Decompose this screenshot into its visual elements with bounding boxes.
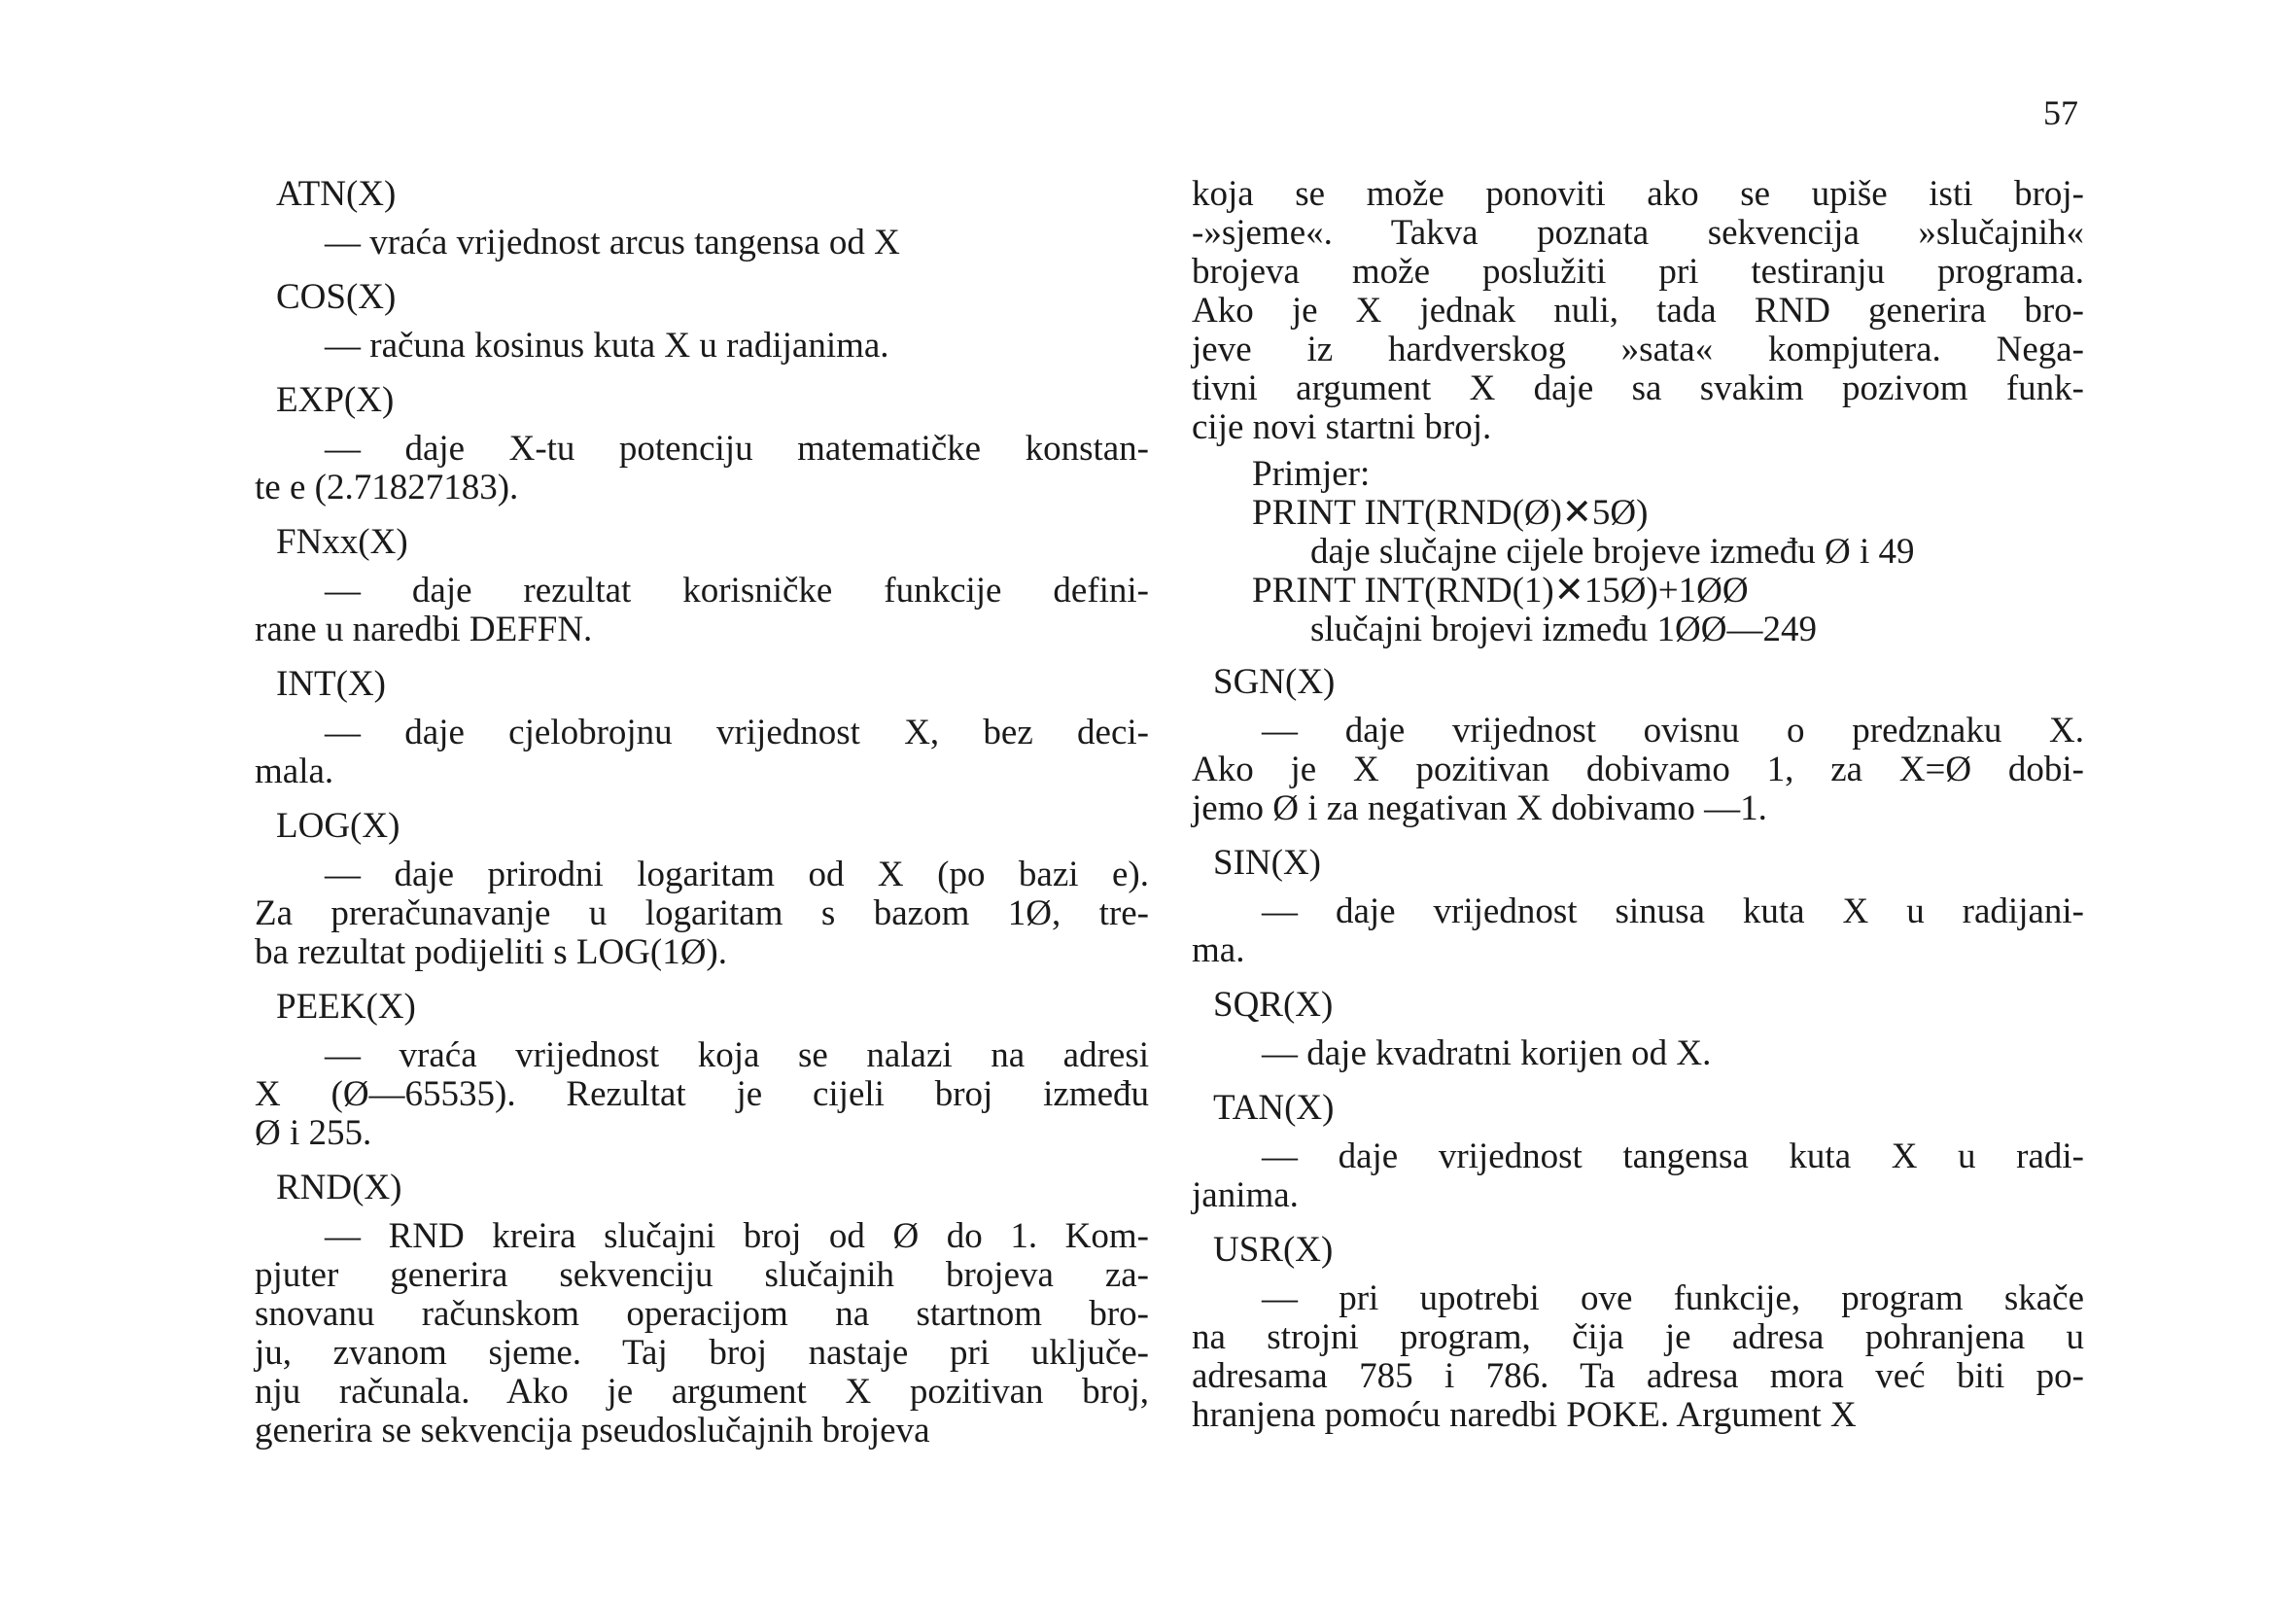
function-name: PEEK(X): [276, 987, 416, 1027]
function-entry: [255, 523, 1149, 649]
function-name: SIN(X): [1213, 843, 1321, 883]
function-name: TAN(X): [1213, 1088, 1335, 1128]
text-line: cije novi startni broj.: [1192, 407, 1492, 447]
function-name: COS(X): [276, 277, 397, 317]
function-entry: [255, 665, 1149, 791]
text-line: jeve iz hardverskog »sata« kompjutera. Nega-: [1192, 330, 2084, 369]
text-line: Ako je X pozitivan dobivamo 1, za X=Ø dobi-: [1192, 750, 2084, 789]
example-code: PRINT INT(RND(Ø)✕5Ø): [1252, 493, 1649, 533]
text-line: Ø i 255.: [255, 1113, 372, 1153]
function-entry: [255, 1169, 1149, 1451]
text-line: — daje vrijednost ovisnu o predznaku X.: [1262, 711, 2084, 751]
function-name: USR(X): [1213, 1230, 1334, 1270]
function-entry: [255, 807, 1149, 972]
text-line: — RND kreira slučajni broj od Ø do 1. Kom-: [325, 1216, 1149, 1256]
text-line: te e (2.71827183).: [255, 468, 519, 507]
example-label: Primjer:: [1252, 454, 1371, 494]
function-entry: [255, 381, 1149, 507]
text-line: — vraća vrijednost arcus tangensa od X: [325, 223, 900, 262]
text-line: snovanu računskom operacijom na startnom bro-: [255, 1294, 1149, 1334]
rnd-continuation: [1192, 175, 2084, 447]
text-line: — daje vrijednost tangensa kuta X u radi-: [1262, 1136, 2084, 1176]
text-line: — pri upotrebi ove funkcije, program skače: [1262, 1278, 2084, 1318]
page-number: 57: [2043, 93, 2078, 132]
text-line: mala.: [255, 752, 334, 791]
text-line: adresama 785 i 786. Ta adresa mora već biti po-: [1192, 1356, 2084, 1396]
function-entry: [255, 175, 1149, 262]
text-line: jemo Ø i za negativan X dobivamo —1.: [1192, 788, 1767, 828]
text-line: — daje kvadratni korijen od X.: [1262, 1033, 1712, 1073]
function-name: RND(X): [276, 1168, 402, 1207]
text-line: — daje vrijednost sinusa kuta X u radijani-: [1262, 891, 2084, 931]
function-name: INT(X): [276, 664, 387, 704]
text-line: ba rezultat podijeliti s LOG(1Ø).: [255, 932, 728, 972]
text-line: — daje rezultat korisničke funkcije defini-: [325, 571, 1149, 611]
function-entry: [255, 988, 1149, 1153]
text-line: rane u naredbi DEFFN.: [255, 610, 593, 649]
example-code: PRINT INT(RND(1)✕15Ø)+1ØØ: [1252, 571, 1749, 611]
text-line: generira se sekvencija pseudoslučajnih brojeva: [255, 1411, 930, 1451]
function-name: ATN(X): [276, 174, 397, 214]
text-line: Za preračunavanje u logaritam s bazom 1Ø, tre-: [255, 893, 1149, 933]
text-line: brojeva može poslužiti pri testiranju programa.: [1192, 252, 2084, 292]
function-name: FNxx(X): [276, 522, 408, 562]
function-entry: [1192, 1089, 2084, 1215]
text-line: — računa kosinus kuta X u radijanima.: [325, 326, 889, 366]
text-line: — vraća vrijednost koja se nalazi na adresi: [325, 1035, 1149, 1075]
function-entry: [1192, 986, 2084, 1073]
text-line: janima.: [1192, 1175, 1299, 1215]
text-line: ju, zvanom sjeme. Taj broj nastaje pri uključe-: [255, 1333, 1149, 1373]
function-name: SGN(X): [1213, 662, 1336, 702]
text-line: — daje prirodni logaritam od X (po bazi e).: [325, 855, 1149, 894]
example-block: [1192, 455, 2084, 649]
example-description: slučajni brojevi između 1ØØ—249: [1310, 610, 1817, 649]
text-line: hranjena pomoću naredbi POKE. Argument X: [1192, 1395, 1857, 1435]
text-line: koja se može ponoviti ako se upiše isti broj-: [1192, 174, 2084, 214]
left-column: [255, 175, 1149, 1466]
example-description: daje slučajne cijele brojeve između Ø i 49: [1310, 532, 1915, 572]
function-entry: [1192, 663, 2084, 828]
function-name: LOG(X): [276, 806, 400, 846]
text-line: Ako je X jednak nuli, tada RND generira bro-: [1192, 291, 2084, 331]
text-line: pjuter generira sekvenciju slučajnih brojeva za-: [255, 1255, 1149, 1295]
text-line: nju računala. Ako je argument X pozitivan broj,: [255, 1372, 1149, 1412]
text-line: tivni argument X daje sa svakim pozivom funk-: [1192, 368, 2084, 408]
function-name: SQR(X): [1213, 985, 1334, 1025]
function-entry: [1192, 1231, 2084, 1435]
text-line: — daje cjelobrojnu vrijednost X, bez deci-: [325, 713, 1149, 752]
function-entry: [255, 278, 1149, 366]
function-entry: [1192, 844, 2084, 970]
text-line: — daje X-tu potenciju matematičke konstan-: [325, 429, 1149, 469]
text-line: -»sjeme«. Takva poznata sekvencija »slučajnih«: [1192, 213, 2084, 253]
text-line: ma.: [1192, 930, 1245, 970]
function-name: EXP(X): [276, 380, 395, 420]
right-column: [1192, 175, 2084, 1451]
text-line: X (Ø—65535). Rezultat je cijeli broj između: [255, 1074, 1149, 1114]
text-line: na strojni program, čija je adresa pohranjena u: [1192, 1317, 2084, 1357]
